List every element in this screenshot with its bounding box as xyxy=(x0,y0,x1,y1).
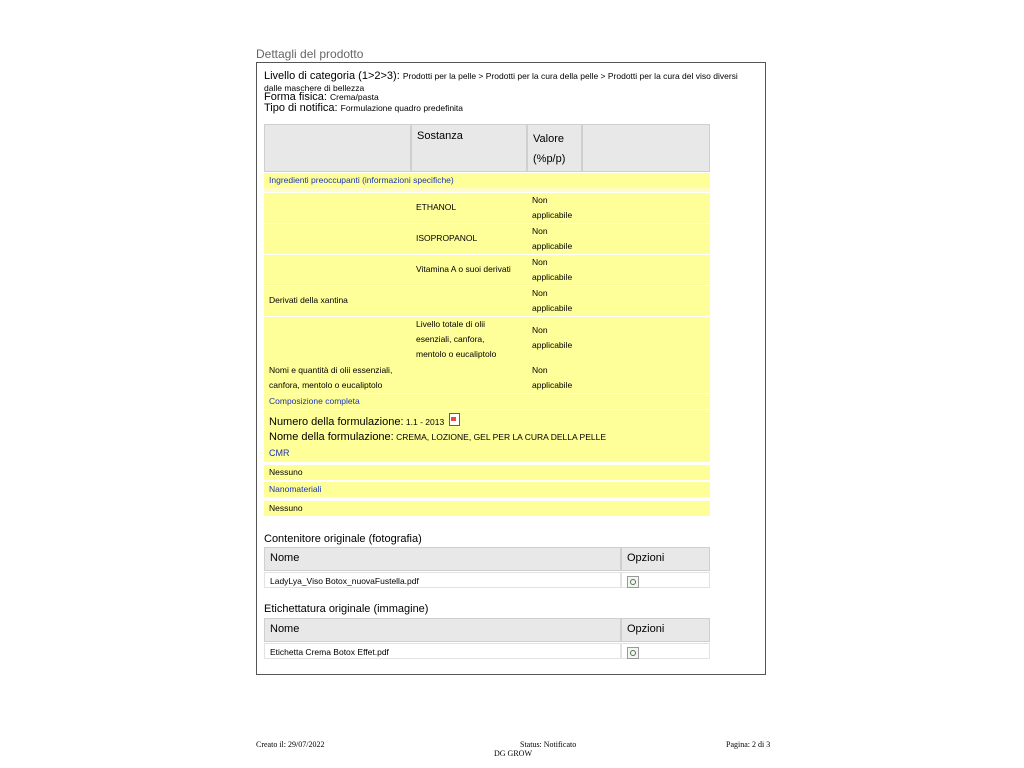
row-col1-text: Derivati della xantina xyxy=(269,295,348,305)
row-oli-sostanza-l2: esenziali, canfora, xyxy=(416,334,485,344)
row-oli-valore-l1: Non xyxy=(532,325,548,335)
row-col1 xyxy=(264,255,411,285)
row-oli-sostanza-l3: mentolo o eucaliptolo xyxy=(416,349,497,359)
numero-label: Numero della formulazione: xyxy=(269,416,404,428)
nome-line xyxy=(269,430,705,445)
forma-label: Forma fisica: xyxy=(264,91,327,103)
row-oli-sostanza-l1: Livello totale di olii xyxy=(416,319,485,329)
etichettatura-col-nome: Nome xyxy=(264,618,621,642)
view-icon[interactable] xyxy=(627,647,639,659)
table-header-sostanza xyxy=(411,124,527,172)
contenitore-options xyxy=(621,572,710,588)
row-valore-l2: applicabile xyxy=(532,303,573,313)
row-sostanza-text: ETHANOL xyxy=(416,202,457,212)
row-oli-valore-l2: applicabile xyxy=(532,340,573,350)
tipo-value: Formulazione quadro predefinita xyxy=(340,103,464,113)
row-valore xyxy=(527,224,582,254)
row-col4 xyxy=(582,255,710,285)
category-value-cont: dalle maschere di bellezza xyxy=(264,83,365,93)
row-oli-col1 xyxy=(264,317,411,363)
contenitore-file: LadyLya_Viso Botox_nuovaFustella.pdf xyxy=(264,572,621,588)
row-nomi-valore-l1: Non xyxy=(532,365,548,375)
etichettatura-title: Etichettatura originale (immagine) xyxy=(264,603,429,615)
row-sostanza-text: ISOPROPANOL xyxy=(416,233,478,243)
row-sostanza-text: Vitamina A o suoi derivati xyxy=(416,264,511,274)
row-col1 xyxy=(264,224,411,254)
contenitore-title: Contenitore originale (fotografia) xyxy=(264,533,422,545)
row-valore xyxy=(527,255,582,285)
row-valore xyxy=(527,193,582,223)
header-valore-unit: (%p/p) xyxy=(533,153,566,165)
row-col1-text xyxy=(269,255,406,262)
row-sostanza xyxy=(411,255,527,285)
row-valore-l1: Non xyxy=(532,288,548,298)
row-col4 xyxy=(582,224,710,254)
header-valore-label: Valore xyxy=(533,133,564,145)
row-nomi-col1 xyxy=(264,363,411,393)
row-nomi-col1-l1: Nomi e quantità di olii essenziali, xyxy=(269,365,393,375)
row-sostanza xyxy=(411,224,527,254)
row-col1 xyxy=(264,193,411,223)
row-nomi-col1-l2: canfora, mentolo o eucaliptolo xyxy=(269,380,383,390)
row-oli-sostanza xyxy=(411,317,527,363)
contenitore-col-opzioni: Opzioni xyxy=(621,547,710,571)
etichettatura-options xyxy=(621,643,710,659)
row-col1-text xyxy=(269,224,406,231)
row-valore-l2: applicabile xyxy=(532,241,573,251)
row-sostanza-text xyxy=(416,286,522,293)
row-col1 xyxy=(264,286,411,316)
footer-page: Pagina: 2 di 3 xyxy=(726,740,771,749)
footer-status: Status: Notificato xyxy=(520,740,577,749)
category-value: Prodotti per la pelle > Prodotti per la cura della pelle > Prodotti per la cura del viso diversi xyxy=(402,71,738,81)
numero-line xyxy=(269,413,705,430)
etichettatura-file: Etichetta Crema Botox Effet.pdf xyxy=(264,643,621,659)
row-valore-l1: Non xyxy=(532,195,548,205)
row-valore xyxy=(527,286,582,316)
table-header-col4 xyxy=(582,124,710,172)
section-cmr: CMR xyxy=(264,446,710,462)
row-col4 xyxy=(582,286,710,316)
row-valore-l1: Non xyxy=(532,257,548,267)
row-valore-l2: applicabile xyxy=(532,210,573,220)
formulazione-block xyxy=(264,410,710,446)
pdf-icon[interactable] xyxy=(449,413,460,426)
row-nomi-sostanza xyxy=(411,363,527,393)
tipo-label: Tipo di notifica: xyxy=(264,102,338,114)
category-label: Livello di categoria (1>2>3): xyxy=(264,70,400,82)
category-line xyxy=(264,70,754,82)
row-valore-l1: Non xyxy=(532,226,548,236)
row-nomi-valore-l2: applicabile xyxy=(532,380,573,390)
section-nanomateriali: Nanomateriali xyxy=(264,482,710,497)
cmr-value: Nessuno xyxy=(264,465,710,480)
footer-org: DG GROW xyxy=(494,749,532,758)
row-oli-col4 xyxy=(582,317,710,363)
section-composizione: Composizione completa xyxy=(264,394,710,409)
table-header-valore xyxy=(527,124,582,172)
contenitore-col-nome: Nome xyxy=(264,547,621,571)
header-sostanza-label: Sostanza xyxy=(417,130,463,142)
nome-label: Nome della formulazione: xyxy=(269,431,394,443)
row-valore-l2: applicabile xyxy=(532,272,573,282)
footer-created: Creato il: 29/07/2022 xyxy=(256,740,325,749)
row-nomi-col4 xyxy=(582,363,710,393)
nome-value: CREMA, LOZIONE, GEL PER LA CURA DELLA PELLE xyxy=(396,432,607,442)
row-oli-valore xyxy=(527,317,582,363)
tipo-line xyxy=(264,102,463,114)
numero-value: 1.1 - 2013 xyxy=(405,417,445,427)
etichettatura-col-opzioni: Opzioni xyxy=(621,618,710,642)
section-ingredienti: Ingredienti preoccupanti (informazioni specifiche) xyxy=(264,173,710,188)
forma-value: Crema/pasta xyxy=(330,92,379,102)
table-header-col1 xyxy=(264,124,411,172)
spacer-row xyxy=(264,188,710,192)
view-icon[interactable] xyxy=(627,576,639,588)
row-col1-text xyxy=(269,193,406,200)
row-sostanza xyxy=(411,286,527,316)
row-col4 xyxy=(582,193,710,223)
row-sostanza xyxy=(411,193,527,223)
section-title: Dettagli del prodotto xyxy=(256,47,364,61)
row-nomi-valore xyxy=(527,363,582,393)
nano-value: Nessuno xyxy=(264,501,710,516)
